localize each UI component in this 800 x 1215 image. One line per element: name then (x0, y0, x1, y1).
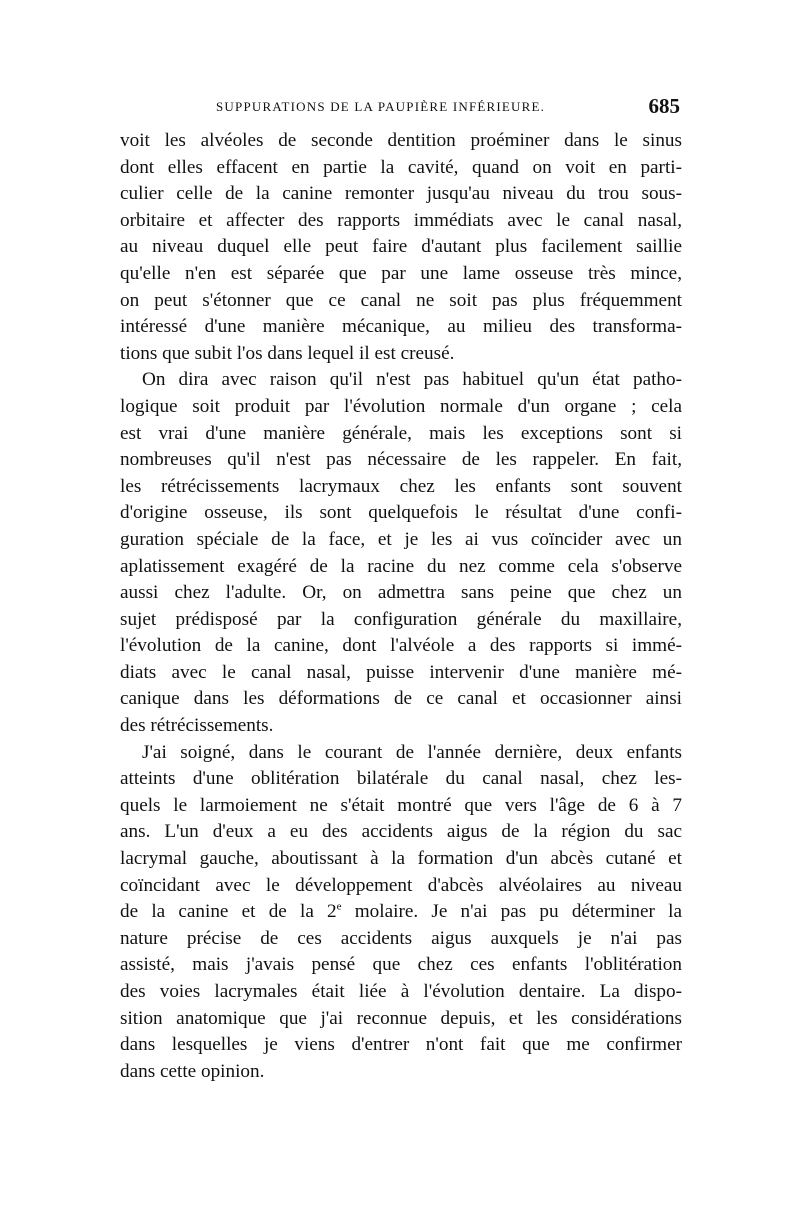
ordinal-text-before: de la canine et de la 2 (120, 901, 337, 923)
running-head-title: SUPPURATIONS DE LA PAUPIÈRE INFÉRIEURE. (216, 99, 546, 114)
text-line: assisté, mais j'avais pensé que chez ces enfants l'oblitération (120, 954, 682, 976)
text-line: canique dans les déformations de ce canal et occasionner ainsi (120, 688, 682, 710)
text-line: nombreuses qu'il n'est pas nécessaire de les rappeler. En fait, (120, 449, 682, 471)
text-line: au niveau duquel elle peut faire d'autant plus facilement saillie (120, 236, 682, 258)
text-line: coïncidant avec le développement d'abcès alvéolaires au niveau (120, 874, 682, 896)
text-line: sujet prédisposé par la configuration générale du maxillaire, (120, 608, 682, 630)
text-line: l'évolution de la canine, dont l'alvéole a des rapports si immé- (120, 635, 682, 657)
text-line: on peut s'étonner que ce canal ne soit pas plus fréquemment (120, 289, 682, 311)
text-line: quels le larmoiement ne s'était montré que vers l'âge de 6 à 7 (120, 794, 682, 816)
text-line: culier celle de la canine remonter jusqu'au niveau du trou sous- (120, 183, 682, 205)
body-text (120, 128, 682, 1085)
text-line: intéressé d'une manière mécanique, au milieu des transforma- (120, 316, 682, 338)
text-line: lacrymal gauche, aboutissant à la formation d'un abcès cutané et (120, 848, 682, 870)
text-line: dans cette opinion. (120, 1060, 265, 1082)
page-number: 685 (648, 94, 680, 118)
text-line: les rétrécissements lacrymaux chez les enfants sont souvent (120, 475, 682, 497)
text-line-ordinal (120, 899, 682, 926)
text-line: aussi chez l'adulte. Or, on admettra sans peine que chez un (120, 582, 682, 604)
text-line: voit les alvéoles de seconde dentition proéminer dans le sinus (120, 130, 682, 151)
text-line: sition anatomique que j'ai reconnue depuis, et les considérations (120, 1007, 682, 1029)
text-line: orbitaire et affecter des rapports immédiats avec le canal nasal, (120, 209, 682, 231)
text-line: est vrai d'une manière générale, mais les exceptions sont si (120, 422, 682, 444)
running-head (120, 96, 680, 118)
text-line: diats avec le canal nasal, puisse intervenir d'une manière mé- (120, 661, 682, 683)
text-line: ans. L'un d'eux a eu des accidents aigus de la région du sac (120, 821, 682, 843)
text-line: atteints d'une oblitération bilatérale du canal nasal, chez les- (120, 768, 682, 790)
ordinal-superscript: e (336, 900, 342, 913)
text-line: On dira avec raison qu'il n'est pas habituel qu'un état patho- (142, 369, 682, 391)
text-line: dans lesquelles je viens d'entrer n'ont fait que me confirmer (120, 1034, 682, 1056)
text-line: J'ai soigné, dans le courant de l'année dernière, deux enfants (142, 741, 682, 763)
text-line: dont elles effacent en partie la cavité, quand on voit en parti- (120, 156, 682, 178)
text-line: d'origine osseuse, ils sont quelquefois le résultat d'une confi- (120, 502, 682, 524)
ordinal-text-after: molaire. Je n'ai pas pu déterminer la (341, 901, 682, 923)
text-line: tions que subit l'os dans lequel il est creusé. (120, 342, 455, 364)
text-line: des rétrécissements. (120, 715, 274, 737)
text-line: logique soit produit par l'évolution normale d'un organe ; cela (120, 395, 682, 417)
text-line: qu'elle n'en est séparée que par une lame osseuse très mince, (120, 262, 682, 284)
text-line: nature précise de ces accidents aigus auxquels je n'ai pas (120, 927, 682, 949)
text-line: des voies lacrymales était liée à l'évolution dentaire. La dispo- (120, 981, 682, 1002)
text-line: aplatissement exagéré de la racine du nez comme cela s'observe (120, 555, 682, 577)
text-line: guration spéciale de la face, et je les ai vus coïncider avec un (120, 528, 682, 550)
